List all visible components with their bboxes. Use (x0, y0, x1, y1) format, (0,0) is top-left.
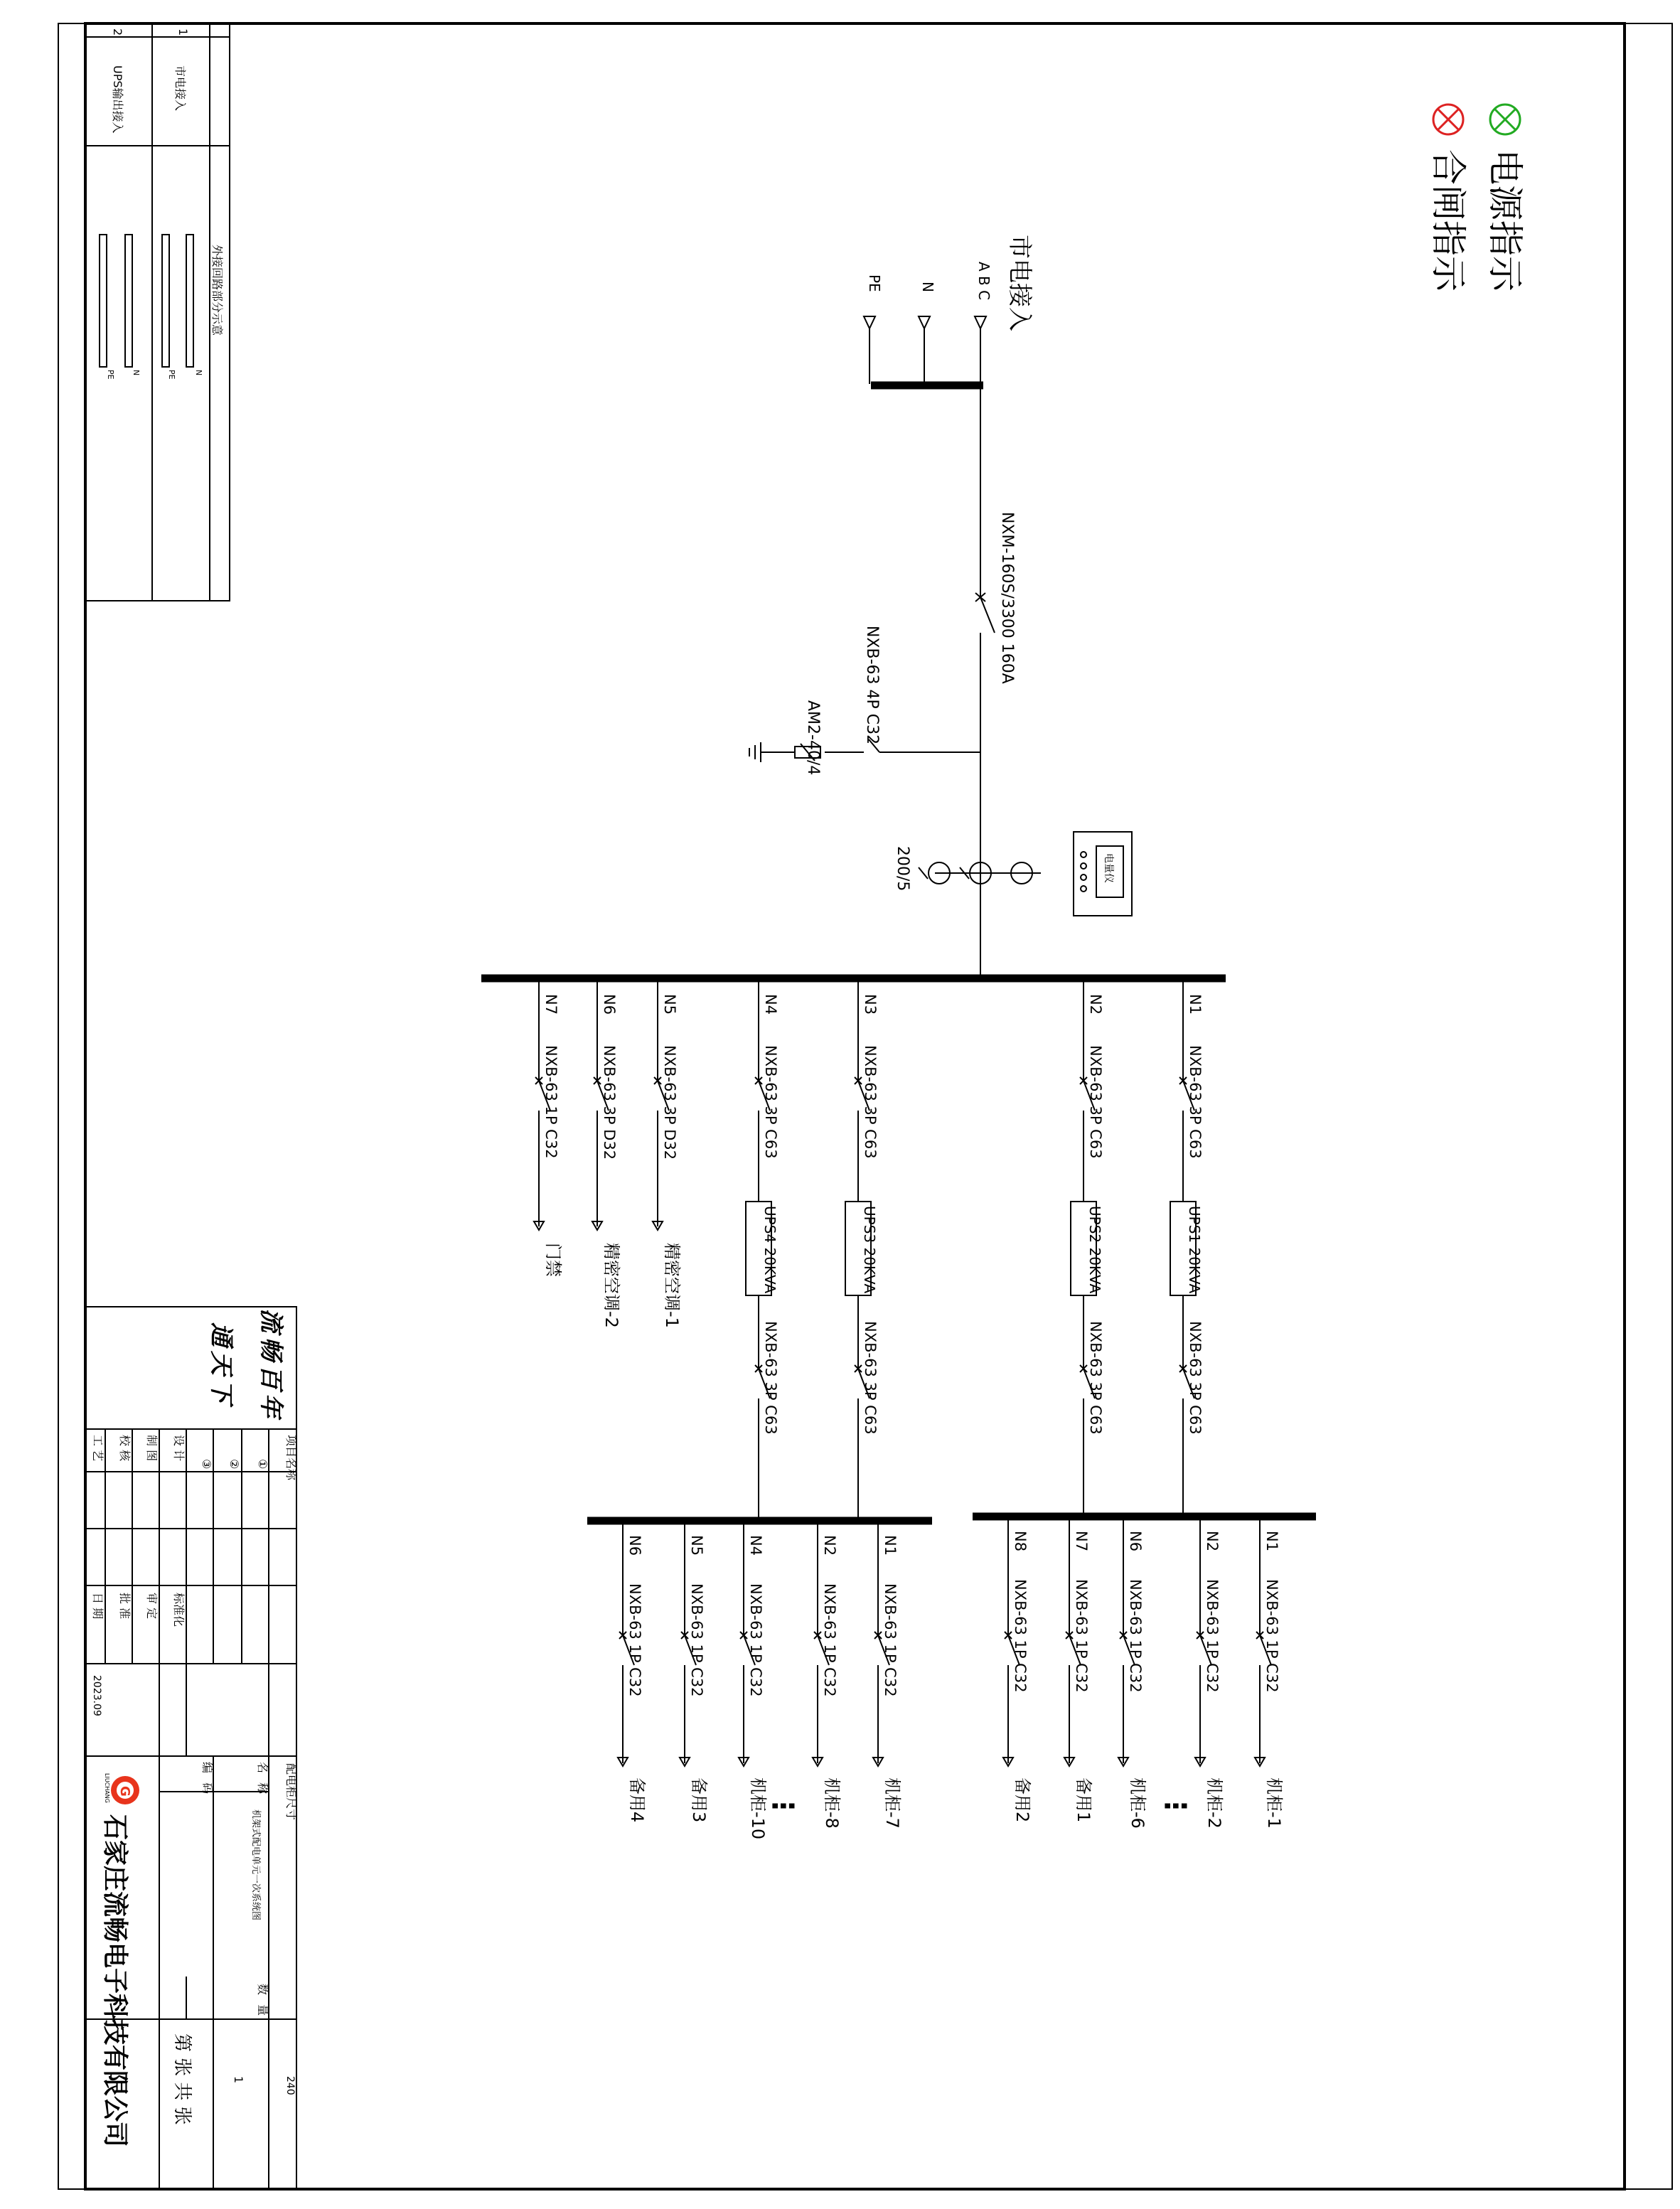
branch-id: N1 (1263, 1531, 1280, 1552)
feeder-id: N1 (1187, 994, 1204, 1015)
spd-branch (749, 626, 980, 775)
load-label: 门禁 (543, 1243, 563, 1277)
cabinet-size-value: 240 (284, 2076, 296, 2095)
main-feeders (534, 981, 1204, 1521)
ups-bus-b-branches (618, 1524, 902, 1839)
branch-circuit (813, 1524, 842, 1829)
terminal-table (85, 23, 230, 601)
spd-label: AM2-40/4 (804, 700, 822, 776)
branch-breaker-label: NXB-63 1P C32 (1127, 1579, 1144, 1693)
terminal-arrow-pe (864, 316, 875, 328)
main-feeder (534, 981, 563, 1277)
bus-a-ellipsis: ⋮ (1159, 1792, 1192, 1820)
feeder-breaker-label: NXB-63 3P D32 (661, 1045, 678, 1160)
date-value: 2023.09 (91, 1675, 102, 1716)
terminal-row-no: 2 (111, 28, 124, 36)
branch-circuit (1003, 1519, 1032, 1822)
branch-breaker-label: NXB-63 1P C32 (821, 1583, 838, 1697)
power-meter-label: 电量仪 (1103, 853, 1114, 883)
main-breaker-blade (980, 597, 995, 633)
power-indicator-label: 电源指示 (1484, 149, 1526, 291)
terminal-label-pe: PE (167, 370, 176, 380)
project-name-label: 项目名称 (284, 1435, 298, 1481)
circle-label-2: ② (228, 1459, 241, 1470)
meter-button-icon (1081, 874, 1086, 880)
terminal-label-n: N (132, 370, 141, 376)
mains-pe: PE (866, 274, 883, 292)
feeder-breaker-label: NXB-63 3P D32 (601, 1045, 618, 1160)
ups-out-breaker-label: NXB-63 3P C63 (1087, 1321, 1104, 1435)
cabinet-size-label: 配电柜尺寸 (284, 1763, 298, 1821)
ups-label: UPS1 20KVA (1186, 1206, 1203, 1294)
ct-tick (919, 867, 928, 879)
branch-id: N6 (626, 1535, 643, 1556)
ups-out-breaker-label: NXB-63 3P C63 (762, 1321, 779, 1435)
feeder-breaker-label: NXB-63 3P C63 (1087, 1045, 1104, 1159)
main-breaker (975, 512, 1016, 684)
branch-load-label: 备用4 (627, 1777, 647, 1823)
main-feeder (845, 981, 879, 1521)
feeder-breaker-label: NXB-63 3P C63 (862, 1045, 879, 1159)
ct-ratio-label: 200/5 (894, 846, 911, 892)
branch-load-label: 机柜-6 (1128, 1777, 1147, 1829)
mains-phases: A B C (975, 262, 993, 301)
branch-circuit (739, 1524, 768, 1839)
branch-load-label: 机柜-10 (748, 1777, 768, 1840)
name-value: 机架式配电单元一次系统图 (250, 1809, 261, 1921)
feeder-breaker-label: NXB-63 3P C63 (1187, 1045, 1204, 1159)
feeder-id: N4 (762, 994, 779, 1015)
meter-button-icon (1081, 863, 1086, 869)
feeder-breaker-label: NXB-63 1P C32 (542, 1045, 560, 1159)
circle-label-1: ① (256, 1459, 269, 1470)
main-feeder (1071, 981, 1104, 1517)
standard-label: 标准化 (172, 1593, 186, 1627)
branch-breaker-label: NXB-63 1P C32 (688, 1583, 705, 1697)
branch-circuit (1195, 1519, 1224, 1829)
legend (1428, 105, 1526, 292)
title-block (85, 1307, 298, 2189)
mains-n: N (919, 282, 936, 292)
branch-breaker-label: NXB-63 1P C32 (747, 1583, 764, 1697)
branch-id: N7 (1073, 1531, 1090, 1552)
branch-circuit (1255, 1519, 1284, 1829)
ups-out-breaker-label: NXB-63 3P C63 (1187, 1321, 1204, 1435)
slogan-line-1: 流畅百年 (257, 1308, 285, 1422)
branch-load-label: 备用1 (1074, 1777, 1093, 1823)
ups-label: UPS2 20KVA (1086, 1206, 1103, 1294)
metering (894, 832, 1132, 916)
main-feeder (592, 981, 621, 1328)
branch-load-label: 机柜-2 (1204, 1777, 1224, 1829)
terminal-strip (186, 235, 193, 367)
check-label: 校 核 (118, 1435, 132, 1462)
feeder-id: N7 (542, 994, 560, 1015)
terminal-row-name: UPS输出接入 (111, 65, 124, 134)
date-label: 日 期 (91, 1593, 105, 1620)
branch-circuit (1064, 1519, 1093, 1822)
feeder-id: N2 (1087, 994, 1104, 1015)
terminal-table-header: 外接回路部分示意 (210, 245, 224, 336)
branch-breaker-label: NXB-63 1P C32 (882, 1583, 899, 1697)
ups-label: UPS3 20KVA (861, 1206, 878, 1294)
ups-label: UPS4 20KVA (761, 1206, 779, 1294)
branch-breaker-label: NXB-63 1P C32 (626, 1583, 643, 1697)
branch-load-label: 备用3 (689, 1777, 709, 1823)
terminal-arrow-abc (975, 316, 986, 328)
code-label: 编 码 (200, 1762, 214, 1797)
branch-breaker-label: NXB-63 1P C32 (1263, 1579, 1280, 1693)
load-label: 精密空调-2 (601, 1243, 621, 1328)
load-label: 精密空调-1 (662, 1243, 682, 1328)
circle-label-3: ③ (200, 1459, 213, 1470)
branch-breaker-label: NXB-63 1P C32 (1204, 1579, 1221, 1693)
terminal-row-no: 1 (176, 28, 190, 36)
main-feeder (653, 981, 682, 1328)
ups-out-breaker-label: NXB-63 3P C63 (862, 1321, 879, 1435)
branch-load-label: 机柜-8 (822, 1777, 842, 1829)
meter-button-icon (1081, 852, 1086, 857)
mains-incoming (864, 235, 1034, 385)
closing-indicator-label: 合闸指示 (1428, 149, 1469, 291)
slogan-line-2: 通天下 (207, 1322, 235, 1408)
qty-label: 数 量 (256, 1984, 269, 2019)
branch-load-label: 备用2 (1012, 1777, 1032, 1823)
branch-id: N4 (747, 1535, 764, 1556)
company-logo-letter: G (117, 1786, 132, 1797)
branch-load-label: 机柜-7 (882, 1777, 902, 1829)
company-logo-sub: LIUCHANG (104, 1773, 110, 1803)
terminal-strip (162, 235, 169, 367)
branch-id: N2 (1204, 1531, 1221, 1552)
terminal-label-pe: PE (106, 370, 115, 380)
branch-id: N2 (821, 1535, 838, 1556)
branch-circuit (618, 1524, 647, 1822)
terminal-strip (125, 235, 132, 367)
main-feeder (1170, 981, 1204, 1517)
feeder-id: N3 (862, 994, 879, 1015)
feeder-id: N6 (601, 994, 618, 1015)
branch-circuit (1118, 1519, 1147, 1829)
branch-id: N8 (1012, 1531, 1029, 1552)
approve-label: 批 准 (118, 1593, 132, 1620)
terminal-row-name: 市电接入 (173, 65, 187, 112)
bus-b-ellipsis: ⋮ (766, 1792, 799, 1820)
ups-bus-a-branches (1003, 1519, 1284, 1829)
mains-title: 市电接入 (1005, 235, 1034, 331)
branch-circuit (873, 1524, 902, 1829)
branch-load-label: 机柜-1 (1264, 1777, 1284, 1829)
terminal-arrow-n (919, 316, 930, 328)
review-label: 审 定 (145, 1593, 159, 1620)
qty-value: 1 (232, 2076, 245, 2084)
branch-id: N6 (1127, 1531, 1144, 1552)
branch-id: N5 (688, 1535, 705, 1556)
feeder-id: N5 (661, 994, 678, 1015)
branch-breaker-label: NXB-63 1P C32 (1073, 1579, 1090, 1693)
spd-breaker-label: NXB-63 4P C32 (863, 626, 881, 745)
terminal-label-n: N (194, 370, 203, 376)
process-label: 工 艺 (91, 1435, 105, 1462)
terminal-strip (100, 235, 107, 367)
name-label: 名 称 (256, 1762, 269, 1797)
main-breaker-label: NXM-160S/3300 160A (998, 512, 1016, 684)
branch-circuit (680, 1524, 709, 1822)
branch-id: N1 (882, 1535, 899, 1556)
sheet-inner-border (85, 23, 1625, 2189)
branch-breaker-label: NXB-63 1P C32 (1012, 1579, 1029, 1693)
design-label: 设 计 (172, 1435, 186, 1462)
company-name: 石家庄流畅电子科技有限公司 (100, 1814, 129, 2148)
main-feeder (746, 981, 779, 1521)
drawing-label: 制 图 (145, 1435, 159, 1462)
meter-button-icon (1081, 886, 1086, 892)
sheet-number: 第 张 共 张 (171, 2033, 193, 2125)
feeder-breaker-label: NXB-63 3P C63 (762, 1045, 779, 1159)
